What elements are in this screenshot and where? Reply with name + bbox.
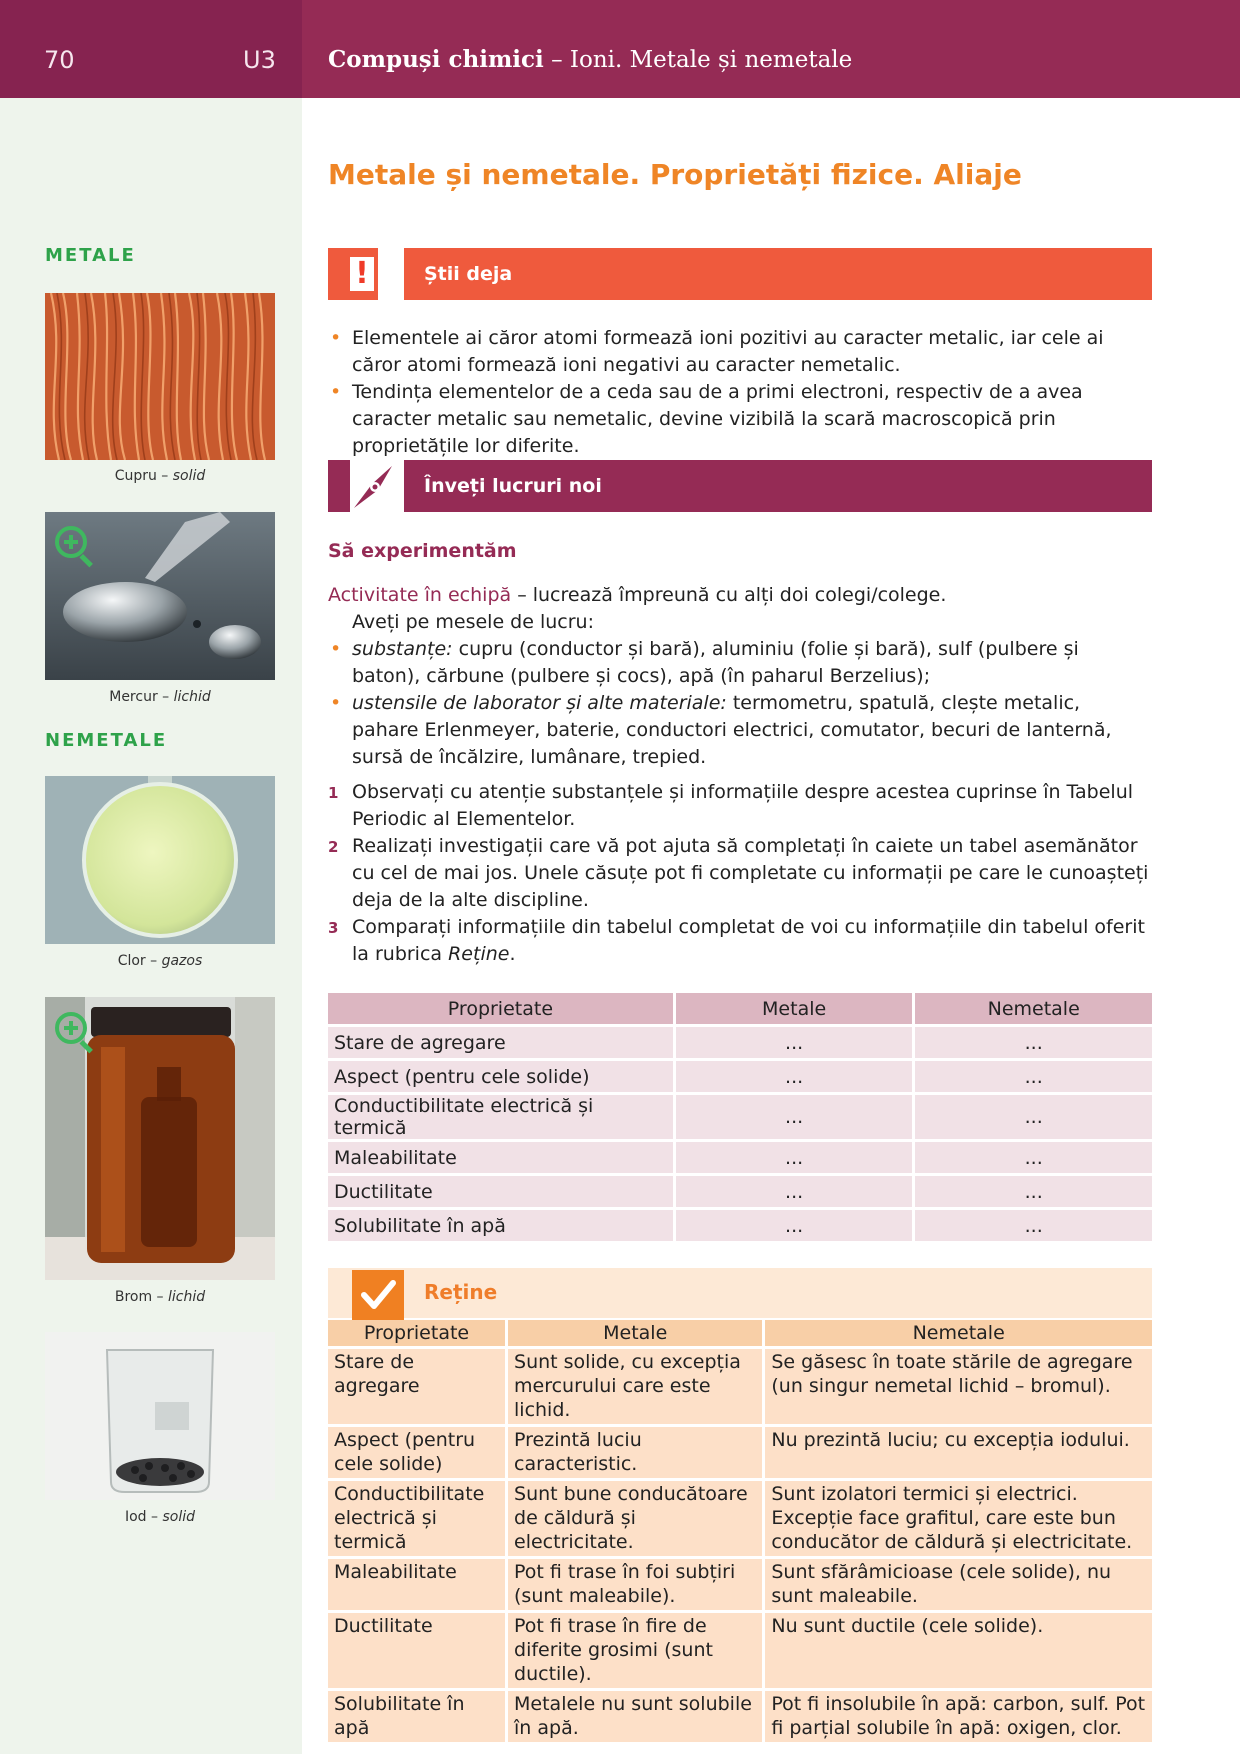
iodine-photo	[45, 1332, 275, 1500]
chapter-title-rest: – Ioni. Metale și nemetale	[543, 47, 853, 73]
chapter-title	[328, 46, 852, 73]
column-header: Metale	[508, 1320, 762, 1346]
column-header: Nemetale	[915, 993, 1152, 1024]
table-row: Conductibilitate electrică și termică ... ...	[328, 1095, 1152, 1139]
table-row: Ductilitate Pot fi trase în fire de diferite grosimi (sunt ductile). Nu sunt ductile (cele solide).	[328, 1613, 1152, 1688]
zoom-in-icon[interactable]	[55, 1012, 87, 1044]
checkmark-icon	[352, 1270, 404, 1320]
caption-iodine: Iod – solid	[124, 1509, 195, 1525]
list-item: • ustensile de laborator și alte materiale: termometru, spatulă, clește metalic, pahare Erlenmeyer, baterie, conductori electrici, comutator, becuri de lanternă, sursă de încălzire, lumânare, trepied.	[328, 690, 1152, 771]
caption-chlorine: Clor – gazos	[117, 953, 203, 969]
stii-deja-label: Știi deja	[404, 248, 1152, 300]
copper-photo	[45, 293, 275, 460]
caption-bromine: Brom – lichid	[114, 1289, 206, 1305]
inveti-label: Înveți lucruri noi	[404, 460, 1152, 512]
step-item: 1 Observați cu atenție substanțele și informațiile despre acestea cuprinse în Tabelul Periodic al Elementelor.	[328, 781, 1134, 830]
page-header	[0, 0, 1240, 98]
activity-line: Activitate în echipă – lucrează împreună cu alți doi colegi/colege.	[328, 584, 947, 606]
step-item: 3 Comparați informațiile din tabelul completat de voi cu informațiile din tabelul oferit la rubrica Reține.	[328, 916, 1145, 965]
inveti-bar	[328, 460, 1152, 512]
page-number: 70	[44, 46, 75, 74]
table-row: Stare de agregare Sunt solide, cu excepția mercurului care este lichid. Se găsesc în toate stările de agregare (un singur nemetal lichid – bromul).	[328, 1349, 1152, 1424]
table-header-row	[328, 1320, 1152, 1346]
column-header: Proprietate	[328, 1320, 505, 1346]
table-row: Solubilitate în apă ... ...	[328, 1210, 1152, 1241]
activity-label: Activitate în echipă	[328, 584, 512, 606]
experiment-subheading: Să experimentăm	[328, 540, 517, 562]
list-item: • substanțe: cupru (conductor și bară), aluminiu (folie și bară), sulf (pulbere și baton), cărbune (pulbere și cocs), apă (în paharul Berzelius);	[328, 636, 1152, 690]
table-row: Aspect (pentru cele solide) ... ...	[328, 1061, 1152, 1092]
caption-copper: Cupru – solid	[114, 468, 206, 484]
table-row: Maleabilitate ... ...	[328, 1142, 1152, 1173]
properties-table-blank	[325, 990, 1155, 1244]
zoom-in-icon[interactable]	[55, 526, 87, 558]
column-header: Proprietate	[328, 993, 673, 1024]
lesson-title: Metale și nemetale. Proprietăți fizice. Aliaje	[328, 158, 1022, 191]
stii-deja-list	[328, 325, 1152, 460]
experiment-content	[328, 582, 1152, 968]
retine-label: Reține	[424, 1280, 498, 1304]
stii-deja-bar	[328, 248, 1152, 300]
column-header: Metale	[676, 993, 913, 1024]
exclamation-icon: !	[328, 248, 378, 300]
compass-icon	[328, 460, 378, 512]
nonmetals-heading: NEMETALE	[45, 730, 168, 751]
list-item: • Tendința elementelor de a ceda sau de a primi electroni, respectiv de a avea caracter metalic sau nemetalic, devine vizibilă la scară macroscopică prin proprietățile lor diferite.	[328, 379, 1152, 460]
table-header-row	[328, 993, 1152, 1024]
retine-table	[325, 1317, 1155, 1745]
intro-line: Aveți pe mesele de lucru:	[352, 611, 594, 633]
table-row: Ductilitate ... ...	[328, 1176, 1152, 1207]
metals-heading: METALE	[45, 245, 136, 266]
chapter-title-bold: Compuși chimici	[328, 46, 544, 73]
table-row: Stare de agregare ... ...	[328, 1027, 1152, 1058]
table-row: Conductibilitate electrică și termică Sunt bune conducătoare de căldură și electricitate. Sunt izolatori termici și electrici. Excepție face grafitul, care este bun conducător de căldură și electricitate.	[328, 1481, 1152, 1556]
table-row: Aspect (pentru cele solide) Prezintă luciu caracteristic. Nu prezintă luciu; cu excepția iodului.	[328, 1427, 1152, 1478]
table-row: Maleabilitate Pot fi trase în foi subțiri (sunt maleabile). Sunt sfărâmicioase (cele solide), nu sunt maleabile.	[328, 1559, 1152, 1610]
chlorine-photo	[45, 776, 275, 944]
column-header: Nemetale	[765, 1320, 1152, 1346]
list-item: • Elementele ai căror atomi formează ioni pozitivi au caracter metalic, iar cele ai căror atomi formează ioni negativi au caracter nemetalic.	[328, 325, 1152, 379]
caption-mercury: Mercur – lichid	[109, 689, 211, 705]
step-item: 2 Realizați investigații care vă pot ajuta să completați în caiete un tabel asemănător cu cel de mai jos. Unele căsuțe pot fi completate cu informații pe care le cunoașteți deja de la alte discipline.	[328, 835, 1149, 911]
unit-label: U3	[243, 46, 276, 74]
table-row: Solubilitate în apă Metalele nu sunt solubile în apă. Pot fi insolubile în apă: carbon, sulf. Pot fi parțial solubile în apă: oxigen, clor.	[328, 1691, 1152, 1742]
